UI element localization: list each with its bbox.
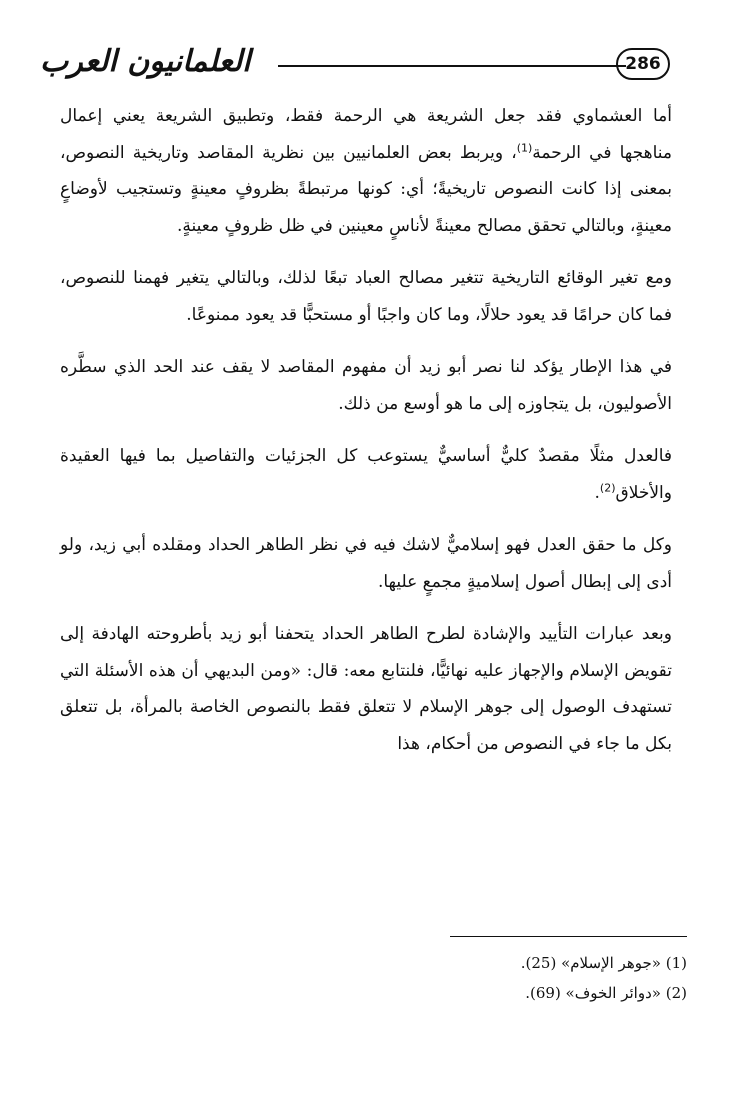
footnote-ref-1: (1)	[516, 140, 533, 154]
paragraph-6	[60, 616, 672, 762]
paragraph-text: ومع تغير الوقائع التاريخية تتغير مصالح العباد تبعًا لذلك، وبالتالي يتغير فهمنا للنصوص، فما كان حرامًا قد يعود حلالًا، وما كان واجبًا أو مستحبًّا قد يعود ممنوعًا.	[60, 268, 672, 325]
paragraph-2	[60, 260, 672, 333]
body-text	[60, 98, 672, 762]
paragraph-text: .	[594, 482, 600, 503]
paragraph-5	[60, 527, 672, 600]
header-rule	[278, 65, 626, 67]
paragraph-text: فالعدل مثلًا مقصدٌ كليٌّ أساسيٌّ يستوعب كل الجزئيات والتفاصيل بما فيها العقيدة والأخلاق	[60, 446, 672, 503]
footnotes	[75, 948, 687, 1008]
paragraph-3	[60, 349, 672, 422]
paragraph-text: وبعد عبارات التأييد والإشادة لطرح الطاهر الحداد يتحفنا أبو زيد بأطروحته الهادفة إلى تقويض الإسلام والإجهاز عليه نهائيًّا، فلنتابع معه: قال: «ومن البديهي أن هذه الأسئلة التي تستهدف الوصول إلى جوهر الإسلام لا تتعلق فقط بالنصوص الخاصة بالمرأة، بل تتعلق بكل ما جاء في النصوص من أحكام، هذا	[60, 624, 672, 754]
page-header	[40, 42, 725, 92]
paragraph-4	[60, 438, 672, 511]
footnote-text: «دوائر الخوف» (69).	[525, 984, 661, 1002]
footnote-divider	[450, 936, 687, 937]
footnote-number: (1)	[665, 954, 687, 972]
paragraph-1	[60, 98, 672, 244]
page-number: 286	[616, 48, 670, 80]
running-title: العلمانيون العرب	[40, 44, 251, 79]
paragraph-text: ، ويربط بعض العلمانيين بين نظرية المقاصد وتاريخية النصوص، بمعنى إذا كانت النصوص تاريخيةً؛ أي: كونها مرتبطةً بظروفٍ معينةٍ وتستجيب لأوضاعٍ معينةٍ، وبالتالي تحقق مصالح معينةً لأناسٍ معينين في ظل ظروفٍ معينةٍ.	[60, 142, 672, 236]
footnote-2	[75, 978, 687, 1008]
paragraph-text: أما العشماوي فقد جعل الشريعة هي الرحمة فقط، وتطبيق الشريعة يعني إعمال مناهجها في الرحمة	[60, 106, 672, 163]
paragraph-text: في هذا الإطار يؤكد لنا نصر أبو زيد أن مفهوم المقاصد لا يقف عند الحد الذي سطَّره الأصوليون، بل يتجاوزه إلى ما هو أوسع من ذلك.	[60, 357, 672, 414]
footnote-text: «جوهر الإسلام» (25).	[520, 954, 661, 972]
paragraph-text: وكل ما حقق العدل فهو إسلاميٌّ لاشك فيه في نظر الطاهر الحداد ومقلده أبي زيد، ولو أدى إلى إبطال أصول إسلاميةٍ مجمعٍ عليها.	[60, 535, 672, 592]
footnote-ref-2: (2)	[599, 480, 616, 494]
footnote-1	[75, 948, 687, 978]
footnote-number: (2)	[665, 984, 687, 1002]
